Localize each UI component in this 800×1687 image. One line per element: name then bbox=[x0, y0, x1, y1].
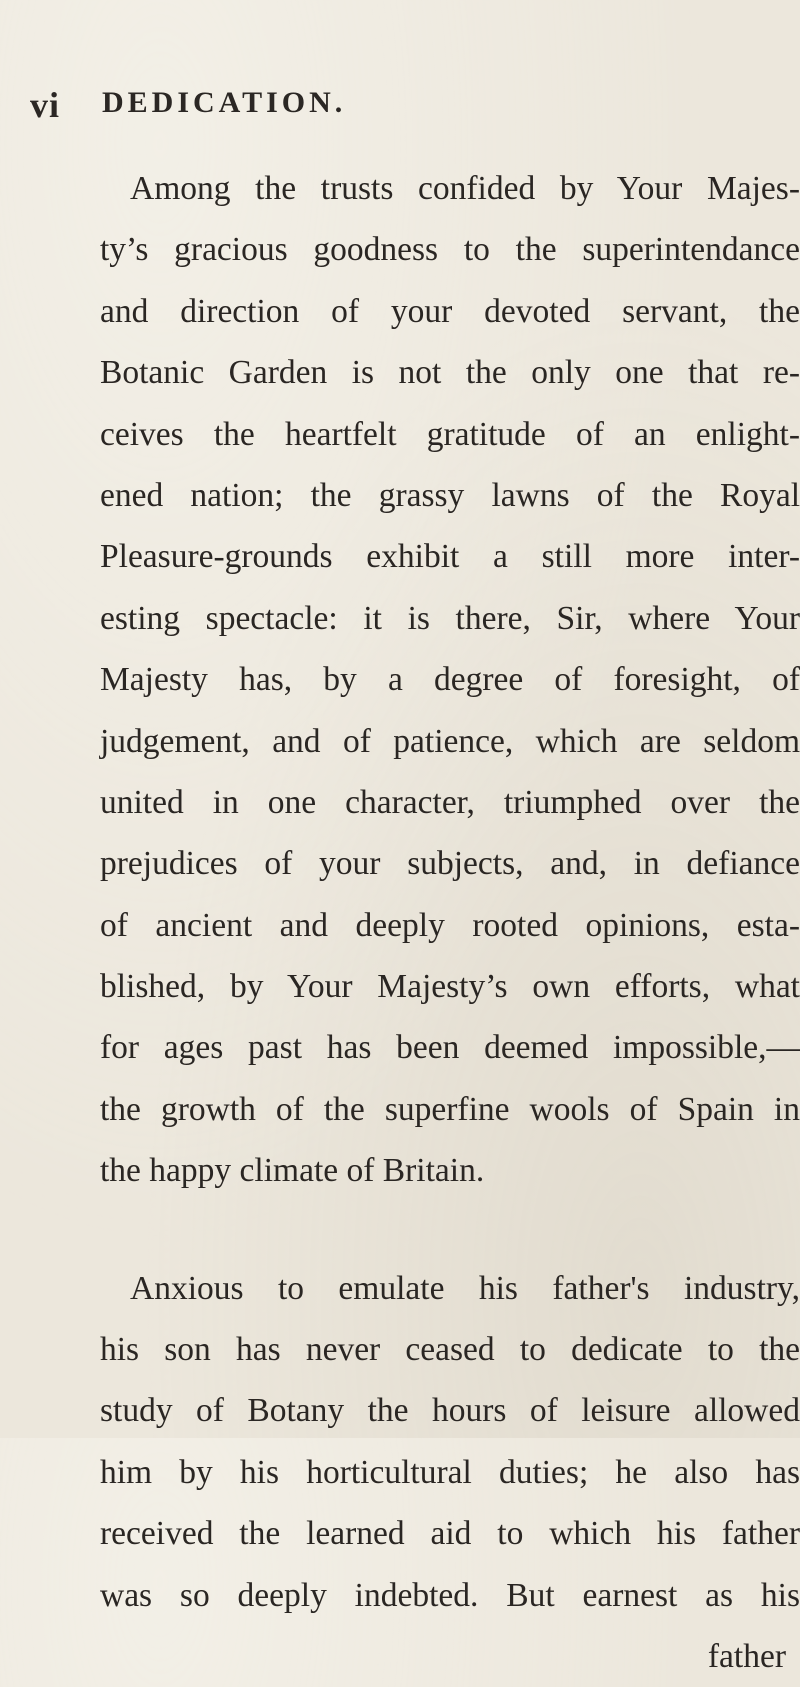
paragraph-1 bbox=[100, 158, 800, 1202]
text-line: united in one character, triumphed over the bbox=[100, 783, 800, 821]
text-line: him by his horticultural duties; he also has bbox=[100, 1453, 800, 1491]
text-line: Among the trusts confided by Your Majes- bbox=[130, 170, 800, 207]
text-line: of ancient and deeply rooted opinions, esta- bbox=[100, 906, 800, 944]
text-line: was so deeply indebted. But earnest as his bbox=[100, 1576, 800, 1614]
text-line: prejudices of your subjects, and, in defiance bbox=[100, 845, 800, 883]
text-line: Anxious to emulate his father's industry, bbox=[130, 1269, 800, 1307]
running-head bbox=[0, 84, 800, 124]
text-line: the happy climate of Britain. bbox=[100, 1152, 485, 1190]
page-number: vi bbox=[30, 85, 61, 125]
text-line: his son has never ceased to dedicate to the bbox=[100, 1331, 800, 1369]
text-line: study of Botany the hours of leisure allowed bbox=[100, 1392, 800, 1430]
body-text bbox=[100, 158, 800, 1687]
text-line: the growth of the superfine wools of Spain in bbox=[100, 1090, 800, 1128]
text-line: ened nation; the grassy lawns of the Royal bbox=[100, 476, 800, 514]
paragraph-2 bbox=[100, 1258, 800, 1626]
catchword: father bbox=[707, 1637, 786, 1675]
text-line: received the learned aid to which his father bbox=[100, 1515, 800, 1553]
text-line: Pleasure-grounds exhibit a still more inter- bbox=[100, 538, 800, 576]
text-line: ty’s gracious goodness to the superintendance bbox=[100, 231, 800, 269]
text-line: esting spectacle: it is there, Sir, where Your bbox=[100, 599, 800, 637]
text-line: Botanic Garden is not the only one that re- bbox=[100, 354, 800, 392]
text-line: blished, by Your Majesty’s own efforts, what bbox=[100, 968, 800, 1006]
running-title: DEDICATION. bbox=[102, 86, 347, 119]
text-line: Majesty has, by a degree of foresight, of bbox=[100, 661, 800, 699]
text-line: ceives the heartfelt gratitude of an enlight- bbox=[100, 415, 800, 453]
text-line: and direction of your devoted servant, the bbox=[100, 292, 800, 330]
text-line: judgement, and of patience, which are seldom bbox=[100, 722, 800, 760]
text-line: for ages past has been deemed impossible,— bbox=[100, 1029, 800, 1067]
